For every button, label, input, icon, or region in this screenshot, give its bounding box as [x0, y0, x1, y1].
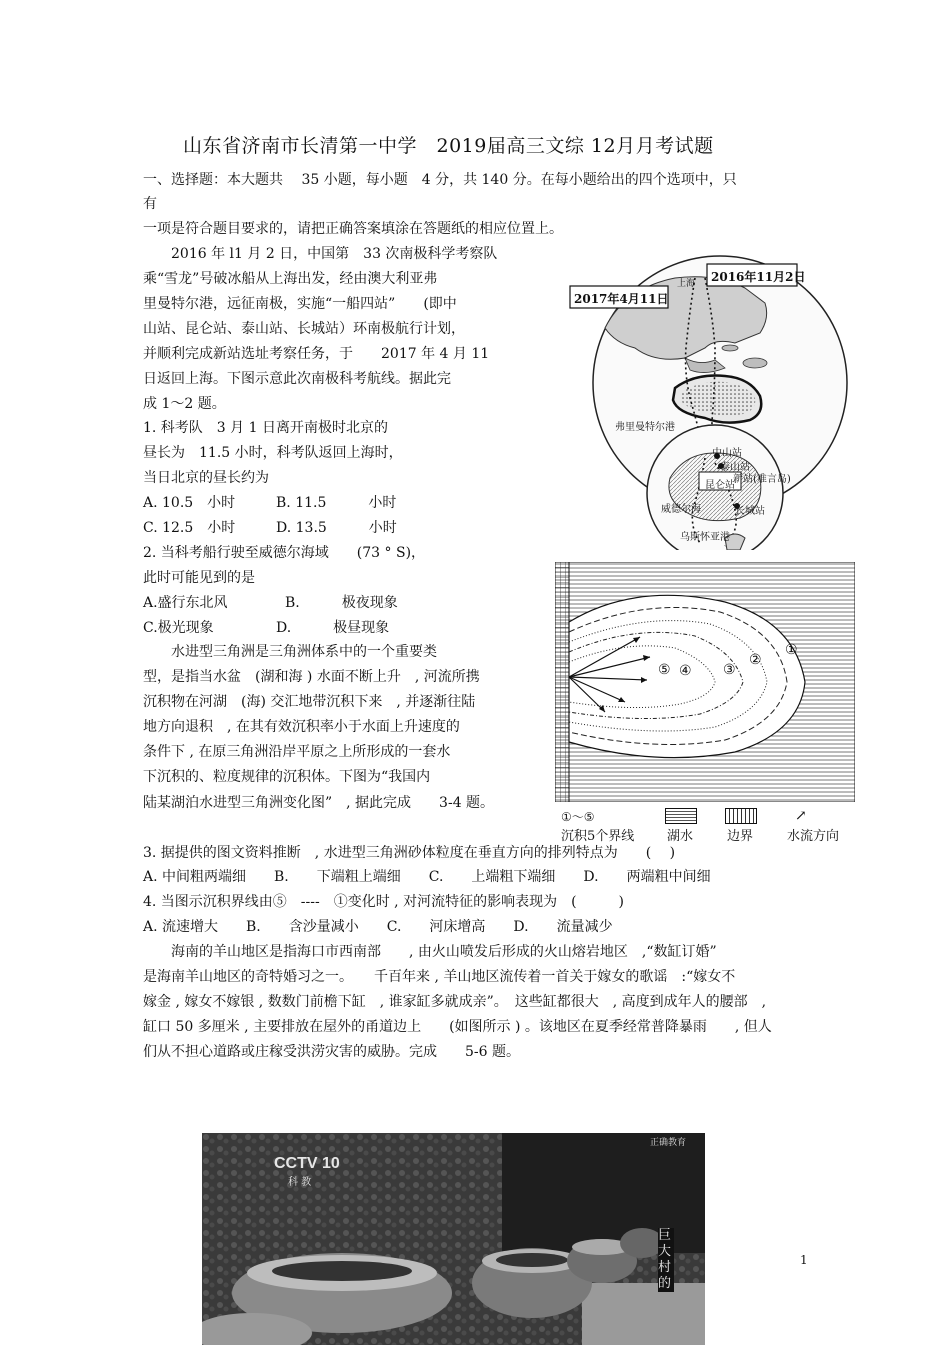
map-label-shanghai: 上海	[677, 279, 696, 289]
passage1-line: 乘“雪龙”号破冰船从上海出发，经由澳大利亚弗	[143, 271, 438, 287]
question-2-stem: 此时可能见到的是	[143, 570, 255, 586]
map-label-zhongshan: 中山站	[712, 448, 742, 459]
map-label-end: 2017年4月11日	[574, 292, 669, 306]
delta-marker-4: ④	[679, 663, 692, 679]
section-header-line2: 有	[143, 196, 157, 212]
legend-border-swatch	[725, 808, 757, 824]
question-1-option-c[interactable]: C. 12.5 小时	[143, 520, 236, 536]
photo-channel-logo: CCTV 10	[274, 1155, 340, 1172]
question-1-option-a[interactable]: A. 10.5 小时	[143, 495, 236, 511]
map-label-changcheng: 长城站	[735, 506, 765, 517]
jars-photo	[202, 1133, 705, 1345]
passage3-line: 嫁金 , 嫁女不嫁银 , 数数门前檐下缸 , 谁家缸多就成亲”。 这些缸都很大 , 高度到成年人的腰部 ,	[143, 994, 767, 1010]
question-2-option-c[interactable]: C.极光现象	[143, 620, 214, 636]
question-3-options[interactable]: A. 中间粗两端细 B. 下端粗上端细 C. 上端粗下端细 D. 两端粗中间细	[143, 869, 711, 885]
legend-flow-arrow-icon: ↗	[795, 808, 807, 824]
delta-marker-3: ③	[723, 662, 736, 678]
delta-change-diagram	[555, 562, 855, 844]
question-2-option-a[interactable]: A.盛行东北风	[143, 595, 228, 611]
map-label-taishan: 泰山站	[720, 462, 750, 473]
legend-flow-label: 水流方向	[787, 829, 840, 844]
question-4-options[interactable]: A. 流速增大 B. 含沙量减小 C. 河床增高 D. 流量减少	[143, 919, 613, 935]
photo-side-caption: 巨 大 村 的	[658, 1228, 674, 1292]
legend-line-symbol: ①～⑤	[561, 810, 595, 824]
delta-marker-1: ①	[785, 642, 798, 658]
passage2-line: 条件下 , 在原三角洲沿岸平原之上所形成的一套水	[143, 744, 451, 760]
section-header-line3: 一项是符合题目要求的，请把正确答案填涂在答题纸的相应位置上。	[143, 221, 563, 237]
question-4-stem: 4. 当图示沉积界线由⑤ ---- ①变化时 , 对河流特征的影响表现为 ( )	[143, 894, 625, 910]
page-number: 1	[800, 1253, 808, 1267]
question-1-stem: 当日北京的昼长约为	[143, 470, 269, 486]
question-1-stem: 1. 科考队 3 月 1 日离开南极时北京的	[143, 420, 388, 436]
antarctic-route-map	[565, 248, 860, 550]
question-1-option-b[interactable]: B. 11.5 小时	[276, 495, 397, 511]
passage2-line: 水进型三角洲是三角洲体系中的一个重要类	[143, 644, 437, 660]
map-label-kunlun: 昆仑站	[705, 480, 735, 491]
passage3-line: 们从不担心道路或庄稼受洪涝灾害的威胁。完成 5-6 题。	[143, 1044, 520, 1060]
photo-channel-sub: 科 教	[288, 1177, 312, 1188]
passage3-line: 是海南羊山地区的奇特婚习之一。 千百年来 , 羊山地区流传着一首关于嫁女的歌谣 :“嫁女不	[143, 969, 736, 985]
question-2-option-b[interactable]: B. 极夜现象	[285, 595, 398, 611]
passage2-line: 地方向退积 , 在其有效沉积率小于水面上升速度的	[143, 719, 460, 735]
section-header-line1: 一、选择题：本大题共 35 小题，每小题 4 分，共 140 分。在每小题给出的四个选项中，只	[143, 172, 737, 188]
delta-marker-5: ⑤	[658, 662, 671, 678]
question-3-stem: 3. 据提供的图文资料推断 , 水进型三角洲砂体粒度在垂直方向的排列特点为 ( )	[143, 845, 676, 861]
delta-marker-2: ②	[749, 652, 762, 668]
legend-border-label: 边界	[727, 829, 754, 844]
delta-figure	[555, 562, 855, 802]
passage1-line: 山站、昆仑站、泰山站、长城站）环南极航行计划，	[143, 321, 465, 337]
question-1-option-d[interactable]: D. 13.5 小时	[276, 520, 397, 536]
passage2-line: 型，是指当水盆 (湖和海 ) 水面不断上升 , 河流所携	[143, 669, 480, 685]
passage2-line: 下沉积的、粒度规律的沉积体。下图为“我国内	[143, 769, 431, 785]
map-label-fremantle: 弗里曼特尔港	[615, 422, 675, 433]
passage2-line: 沉积物在河湖 (海) 交汇地带沉积下来 , 并逐渐往陆	[143, 694, 476, 710]
legend-lake-label: 湖水	[667, 829, 694, 844]
question-1-stem: 昼长为 11.5 小时，科考队返回上海时，	[143, 445, 403, 461]
passage1-line: 成 1～2 题。	[143, 396, 226, 412]
passage1-line: 日返回上海。下图示意此次南极科考航线。据此完	[143, 371, 451, 387]
question-2-option-d[interactable]: D. 极昼现象	[276, 620, 390, 636]
map-label-ushuaia: 乌斯怀亚港	[680, 532, 730, 543]
map-label-start: 2016年11月2日	[711, 270, 806, 284]
photo-corner-text: 正确教育	[650, 1138, 687, 1148]
legend-line-label: 沉积5个界线	[561, 829, 635, 844]
question-2-stem: 2. 当科考船行驶至威德尔海域 (73 ° S)，	[143, 545, 426, 561]
legend-lake-swatch	[665, 808, 697, 824]
page-title: 山东省济南市长清第一中学 2019届高三文综 12月月考试题	[183, 135, 714, 157]
passage1-line: 里曼特尔港，远征南极，实施“一船四站” (即中	[143, 296, 457, 312]
passage2-line: 陆某湖泊水进型三角洲变化图” , 据此完成 3-4 题。	[143, 795, 495, 811]
passage3-line: 缸口 50 多厘米 , 主要排放在屋外的甬道边上 (如图所示 ) 。该地区在夏季经常普降暴雨 , 但人	[143, 1019, 772, 1035]
passage1-line: 并顺利完成新站选址考察任务，于 2017 年 4 月 11	[143, 346, 490, 362]
map-label-newsite: 新站(难言岛)	[733, 474, 791, 485]
passage1-line: 2016 年 l1 月 2 日，中国第 33 次南极科学考察队	[143, 246, 498, 262]
passage3-line: 海南的羊山地区是指海口市西南部 , 由火山喷发后形成的火山熔岩地区 ,“数缸订婚”	[143, 944, 717, 960]
map-label-weddell: 威德尔海	[661, 504, 701, 515]
